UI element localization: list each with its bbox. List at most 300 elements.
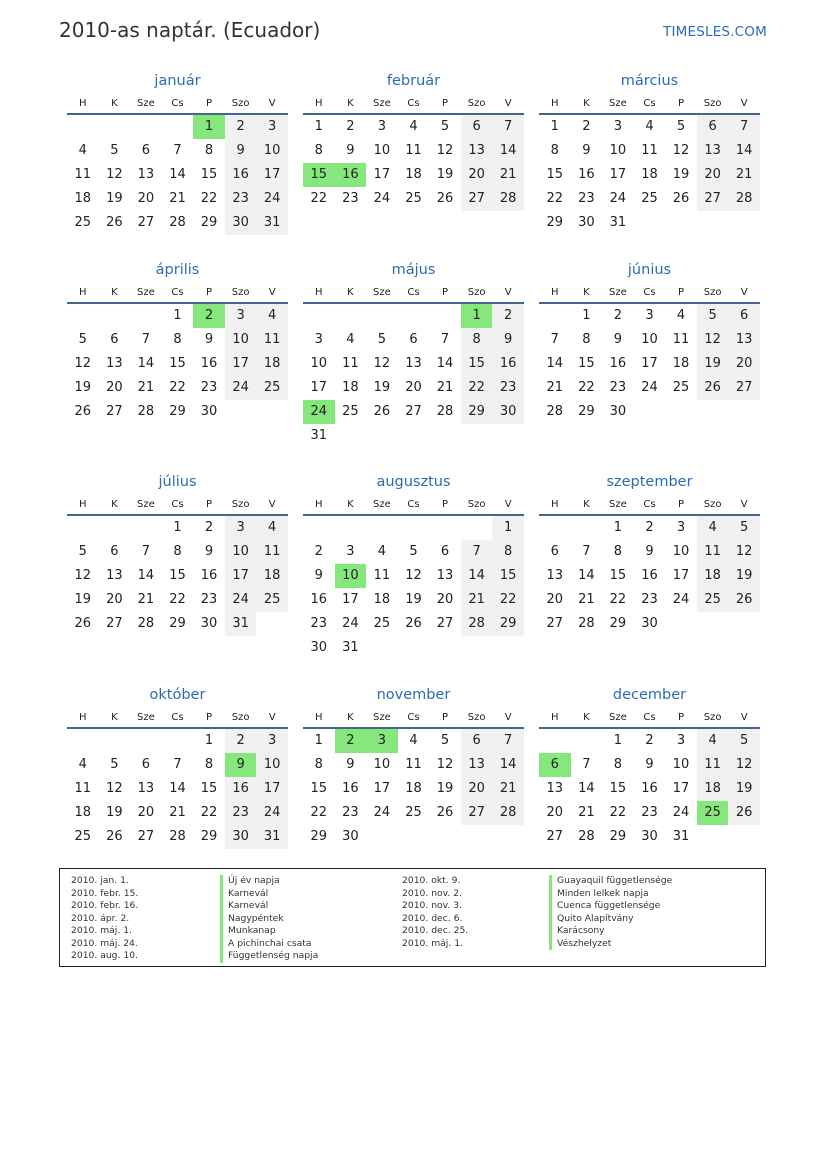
day-cell: 10 xyxy=(225,328,257,352)
month-title: április xyxy=(155,262,200,278)
day-cell: 4 xyxy=(78,757,87,772)
weekday-label: P xyxy=(206,98,213,109)
day-grid xyxy=(303,115,524,211)
day-cell: 2 xyxy=(225,729,257,753)
empty-cell xyxy=(571,729,603,753)
day-cell: 6 xyxy=(110,544,119,559)
day-cell: 8 xyxy=(492,540,524,564)
day-cell: 4 xyxy=(256,304,288,328)
weekday-header xyxy=(67,496,288,516)
empty-cell xyxy=(130,729,162,753)
day-grid xyxy=(539,115,760,235)
day-cell: 22 xyxy=(169,592,186,607)
day-cell: 23 xyxy=(225,187,257,211)
weekday-label: Cs xyxy=(643,712,656,723)
holiday-date: 2010. okt. 9. xyxy=(402,875,461,886)
day-cell: 14 xyxy=(492,753,524,777)
weekday-label: H xyxy=(551,98,559,109)
holiday-day-cell: 25 xyxy=(697,801,729,825)
day-cell: 4 xyxy=(676,308,686,323)
day-cell: 19 xyxy=(74,380,92,395)
month-calendar xyxy=(303,473,524,660)
day-cell: 18 xyxy=(256,564,288,588)
day-cell: 9 xyxy=(346,143,355,158)
empty-cell xyxy=(571,516,603,540)
holiday-name: Karácsony xyxy=(549,925,672,938)
weekday-label: Sze xyxy=(137,712,155,723)
day-cell: 5 xyxy=(110,143,119,158)
day-cell: 21 xyxy=(546,380,564,395)
month-calendar xyxy=(539,72,760,235)
weekday-label: K xyxy=(347,712,354,723)
weekday-label: K xyxy=(111,712,118,723)
day-cell: 28 xyxy=(169,829,186,844)
day-cell: 27 xyxy=(728,376,760,400)
weekday-label: Szo xyxy=(467,499,486,510)
day-cell: 12 xyxy=(106,781,123,796)
day-cell: 6 xyxy=(728,304,760,328)
day-cell: 21 xyxy=(461,588,493,612)
day-cell: 17 xyxy=(225,564,257,588)
day-cell: 27 xyxy=(546,829,564,844)
day-cell: 13 xyxy=(697,139,729,163)
day-cell: 13 xyxy=(436,568,454,583)
day-cell: 17 xyxy=(256,163,288,187)
day-grid xyxy=(67,516,288,636)
day-cell: 15 xyxy=(609,781,627,796)
holiday-day-cell: 1 xyxy=(193,115,225,139)
empty-cell xyxy=(461,516,493,540)
holiday-date: 2010. ápr. 2. xyxy=(71,912,130,924)
weekday-label: Sze xyxy=(373,98,391,109)
weekday-header xyxy=(539,284,760,304)
day-grid xyxy=(67,729,288,849)
day-cell: 23 xyxy=(492,376,524,400)
day-cell: 30 xyxy=(310,640,328,655)
day-cell: 27 xyxy=(461,801,493,825)
day-cell: 18 xyxy=(697,777,729,801)
day-cell: 3 xyxy=(256,729,288,753)
day-cell: 10 xyxy=(256,139,288,163)
holiday-dates-left xyxy=(71,875,138,963)
day-cell: 17 xyxy=(672,781,690,796)
day-cell: 12 xyxy=(697,328,729,352)
weekday-label: P xyxy=(678,98,685,109)
day-cell: 26 xyxy=(436,191,454,206)
day-cell: 11 xyxy=(342,356,359,371)
weekday-label: V xyxy=(740,499,748,510)
day-cell: 9 xyxy=(204,332,214,347)
day-cell: 22 xyxy=(609,592,627,607)
month-calendar xyxy=(539,473,760,636)
day-cell: 8 xyxy=(314,143,323,158)
weekday-label: V xyxy=(504,98,512,109)
empty-cell xyxy=(99,516,131,540)
day-cell: 5 xyxy=(377,332,387,347)
day-cell: 25 xyxy=(256,376,288,400)
day-grid xyxy=(539,304,760,424)
weekday-label: P xyxy=(442,287,449,298)
day-cell: 10 xyxy=(672,757,690,772)
day-cell: 4 xyxy=(256,516,288,540)
weekday-label: P xyxy=(678,499,685,510)
day-cell: 14 xyxy=(169,781,186,796)
day-cell: 9 xyxy=(314,568,323,583)
weekday-label: V xyxy=(740,98,748,109)
day-cell: 13 xyxy=(461,139,493,163)
day-cell: 29 xyxy=(609,829,627,844)
day-cell: 23 xyxy=(200,380,218,395)
day-cell: 30 xyxy=(492,400,524,424)
empty-cell xyxy=(335,516,367,540)
day-cell: 4 xyxy=(409,733,418,748)
weekday-label: H xyxy=(551,287,559,298)
day-cell: 12 xyxy=(405,568,422,583)
weekday-label: Cs xyxy=(171,499,184,510)
day-cell: 31 xyxy=(342,640,359,655)
day-cell: 28 xyxy=(137,404,155,419)
weekday-label: V xyxy=(740,287,748,298)
empty-cell xyxy=(67,729,99,753)
day-cell: 29 xyxy=(200,215,218,230)
weekday-label: P xyxy=(206,712,213,723)
day-cell: 14 xyxy=(169,167,186,182)
brand-link[interactable]: TIMESLES.COM xyxy=(663,24,767,40)
day-cell: 21 xyxy=(578,592,595,607)
day-cell: 23 xyxy=(342,805,359,820)
day-cell: 11 xyxy=(74,167,92,182)
day-cell: 26 xyxy=(74,404,92,419)
day-cell: 19 xyxy=(728,564,760,588)
weekday-label: Cs xyxy=(407,287,420,298)
day-cell: 19 xyxy=(672,167,690,182)
day-cell: 9 xyxy=(346,757,355,772)
weekday-label: Szo xyxy=(231,499,250,510)
day-cell: 12 xyxy=(436,757,454,772)
day-cell: 1 xyxy=(173,520,182,535)
month-calendar xyxy=(303,261,524,448)
day-cell: 18 xyxy=(74,805,92,820)
day-cell: 3 xyxy=(377,119,387,134)
holiday-date: 2010. dec. 6. xyxy=(402,912,463,924)
day-cell: 20 xyxy=(137,805,155,820)
day-cell: 8 xyxy=(461,328,493,352)
holiday-day-cell: 3 xyxy=(366,729,398,753)
day-cell: 18 xyxy=(697,564,729,588)
day-cell: 7 xyxy=(141,332,151,347)
day-cell: 17 xyxy=(342,592,359,607)
day-cell: 12 xyxy=(373,356,391,371)
weekday-label: Szo xyxy=(467,712,486,723)
day-cell: 16 xyxy=(200,568,218,583)
day-cell: 17 xyxy=(256,777,288,801)
day-cell: 24 xyxy=(609,191,627,206)
day-cell: 14 xyxy=(578,568,595,583)
day-cell: 21 xyxy=(137,380,155,395)
day-grid xyxy=(303,304,524,448)
weekday-label: K xyxy=(111,98,118,109)
holiday-name: Guayaquil függetlensége xyxy=(549,875,672,888)
holiday-date: 2010. febr. 16. xyxy=(71,900,139,911)
day-cell: 23 xyxy=(225,801,257,825)
day-cell: 20 xyxy=(546,592,564,607)
day-cell: 11 xyxy=(373,568,391,583)
day-cell: 22 xyxy=(546,191,564,206)
day-cell: 29 xyxy=(492,612,524,636)
day-cell: 20 xyxy=(546,805,564,820)
day-cell: 11 xyxy=(697,540,729,564)
weekday-label: Cs xyxy=(407,98,420,109)
day-cell: 10 xyxy=(609,143,627,158)
day-cell: 20 xyxy=(728,352,760,376)
day-cell: 29 xyxy=(546,215,564,230)
day-cell: 15 xyxy=(310,781,328,796)
holiday-name: Karnevál xyxy=(220,900,318,913)
weekday-label: Cs xyxy=(407,712,420,723)
day-cell: 19 xyxy=(728,777,760,801)
day-cell: 24 xyxy=(672,592,690,607)
day-grid xyxy=(67,304,288,424)
day-cell: 22 xyxy=(461,376,493,400)
day-cell: 16 xyxy=(578,167,595,182)
day-cell: 15 xyxy=(169,568,186,583)
day-cell: 29 xyxy=(169,404,186,419)
weekday-header xyxy=(67,95,288,115)
day-cell: 5 xyxy=(78,544,87,559)
day-cell: 9 xyxy=(645,757,654,772)
day-cell: 8 xyxy=(613,544,623,559)
holiday-date: 2010. aug. 10. xyxy=(71,950,138,961)
day-cell: 1 xyxy=(204,733,214,748)
day-cell: 24 xyxy=(225,376,257,400)
day-cell: 17 xyxy=(373,781,391,796)
month-calendar xyxy=(67,686,288,849)
weekday-header xyxy=(539,95,760,115)
day-cell: 11 xyxy=(641,143,658,158)
day-cell: 11 xyxy=(697,753,729,777)
holiday-names-right xyxy=(549,875,672,950)
month-title: december xyxy=(612,687,687,703)
holiday-name: Karnevál xyxy=(220,888,318,901)
day-cell: 8 xyxy=(173,332,182,347)
day-cell: 8 xyxy=(582,332,591,347)
day-cell: 5 xyxy=(110,757,119,772)
day-cell: 20 xyxy=(461,163,493,187)
day-cell: 24 xyxy=(225,588,257,612)
day-cell: 3 xyxy=(645,308,654,323)
weekday-header xyxy=(539,709,760,729)
month-title: október xyxy=(149,687,206,703)
day-cell: 8 xyxy=(314,757,323,772)
day-cell: 28 xyxy=(578,616,595,631)
day-cell: 19 xyxy=(373,380,391,395)
weekday-header xyxy=(67,284,288,304)
day-cell: 1 xyxy=(173,308,182,323)
day-cell: 1 xyxy=(550,119,559,134)
month-title: augusztus xyxy=(376,474,451,490)
weekday-label: Sze xyxy=(373,287,391,298)
day-cell: 27 xyxy=(546,616,564,631)
holiday-day-cell: 16 xyxy=(335,163,367,187)
holiday-date: 2010. nov. 2. xyxy=(402,887,462,899)
holiday-date: 2010. nov. 3. xyxy=(402,900,462,911)
day-cell: 18 xyxy=(256,352,288,376)
day-cell: 13 xyxy=(405,356,422,371)
day-cell: 19 xyxy=(436,167,454,182)
day-cell: 23 xyxy=(200,592,218,607)
weekday-label: K xyxy=(583,499,590,510)
day-cell: 28 xyxy=(546,404,564,419)
day-cell: 7 xyxy=(550,332,559,347)
weekday-label: Cs xyxy=(407,499,420,510)
day-cell: 17 xyxy=(609,167,627,182)
day-cell: 30 xyxy=(578,215,595,230)
weekday-label: P xyxy=(206,287,213,298)
empty-cell xyxy=(162,729,194,753)
weekday-label: Szo xyxy=(467,287,486,298)
month-title: január xyxy=(154,73,201,89)
month-calendar xyxy=(303,686,524,849)
holiday-name: Vészhelyzet xyxy=(549,938,672,951)
weekday-label: K xyxy=(347,499,354,510)
empty-cell xyxy=(429,516,461,540)
day-cell: 6 xyxy=(461,115,493,139)
weekday-label: V xyxy=(268,712,276,723)
day-cell: 23 xyxy=(578,191,595,206)
day-cell: 13 xyxy=(137,781,155,796)
weekday-label: Szo xyxy=(231,712,250,723)
day-cell: 25 xyxy=(405,805,422,820)
day-cell: 27 xyxy=(137,215,155,230)
day-cell: 30 xyxy=(225,825,257,849)
weekday-header xyxy=(67,709,288,729)
month-calendar xyxy=(539,686,760,849)
day-cell: 1 xyxy=(314,119,323,134)
day-cell: 3 xyxy=(346,544,355,559)
empty-cell xyxy=(130,304,162,328)
day-cell: 28 xyxy=(492,801,524,825)
holiday-day-cell: 9 xyxy=(225,753,257,777)
day-cell: 19 xyxy=(106,191,123,206)
day-cell: 30 xyxy=(225,211,257,235)
day-cell: 15 xyxy=(461,352,493,376)
day-cell: 18 xyxy=(672,356,690,371)
day-cell: 26 xyxy=(728,588,760,612)
day-cell: 24 xyxy=(342,616,359,631)
weekday-label: H xyxy=(315,712,323,723)
day-cell: 22 xyxy=(200,805,218,820)
weekday-label: K xyxy=(347,287,354,298)
day-cell: 23 xyxy=(609,380,627,395)
holiday-date: 2010. dec. 25. xyxy=(402,925,469,936)
day-cell: 26 xyxy=(405,616,422,631)
day-cell: 8 xyxy=(204,757,214,772)
day-cell: 14 xyxy=(728,139,760,163)
weekday-label: K xyxy=(583,712,590,723)
day-cell: 8 xyxy=(613,757,623,772)
day-cell: 17 xyxy=(373,167,391,182)
day-cell: 11 xyxy=(672,332,690,347)
day-cell: 22 xyxy=(310,805,328,820)
day-cell: 14 xyxy=(578,781,595,796)
holiday-day-cell: 24 xyxy=(303,400,335,424)
day-cell: 6 xyxy=(440,544,450,559)
day-cell: 20 xyxy=(137,191,155,206)
weekday-label: P xyxy=(678,287,685,298)
day-cell: 19 xyxy=(436,781,454,796)
weekday-label: Szo xyxy=(231,98,250,109)
month-calendar xyxy=(539,261,760,424)
day-grid xyxy=(67,115,288,235)
weekday-label: Sze xyxy=(137,499,155,510)
day-cell: 10 xyxy=(256,753,288,777)
day-cell: 30 xyxy=(641,616,658,631)
month-title: február xyxy=(386,73,441,89)
day-cell: 26 xyxy=(106,215,123,230)
holiday-name: Munkanap xyxy=(220,925,318,938)
day-cell: 1 xyxy=(492,516,524,540)
day-cell: 24 xyxy=(672,805,690,820)
weekday-label: Szo xyxy=(703,98,722,109)
day-cell: 3 xyxy=(676,520,686,535)
day-cell: 5 xyxy=(78,332,87,347)
weekday-header xyxy=(303,496,524,516)
day-cell: 10 xyxy=(373,143,391,158)
day-cell: 13 xyxy=(546,781,564,796)
day-cell: 15 xyxy=(492,564,524,588)
day-cell: 19 xyxy=(697,352,729,376)
holiday-list xyxy=(59,868,766,967)
empty-cell xyxy=(99,115,131,139)
empty-cell xyxy=(398,304,430,328)
weekday-label: H xyxy=(315,98,323,109)
day-cell: 16 xyxy=(492,352,524,376)
day-cell: 16 xyxy=(310,592,328,607)
empty-cell xyxy=(162,115,194,139)
holiday-name: Nagypéntek xyxy=(220,913,318,926)
day-cell: 15 xyxy=(578,356,595,371)
day-cell: 2 xyxy=(645,733,654,748)
day-cell: 14 xyxy=(546,356,564,371)
day-cell: 26 xyxy=(373,404,391,419)
day-cell: 27 xyxy=(461,187,493,211)
holiday-name: Függetlenség napja xyxy=(220,950,318,963)
weekday-label: H xyxy=(551,499,559,510)
day-cell: 8 xyxy=(204,143,214,158)
day-cell: 9 xyxy=(225,139,257,163)
day-cell: 15 xyxy=(169,356,186,371)
day-cell: 29 xyxy=(310,829,328,844)
day-cell: 20 xyxy=(405,380,422,395)
day-cell: 12 xyxy=(728,540,760,564)
day-cell: 24 xyxy=(373,805,391,820)
holiday-day-cell: 10 xyxy=(335,564,367,588)
holiday-day-cell: 2 xyxy=(193,304,225,328)
day-cell: 6 xyxy=(461,729,493,753)
day-cell: 11 xyxy=(405,757,422,772)
weekday-label: K xyxy=(111,499,118,510)
weekday-label: V xyxy=(740,712,748,723)
day-cell: 31 xyxy=(310,428,328,443)
day-cell: 21 xyxy=(436,380,454,395)
day-cell: 29 xyxy=(200,829,218,844)
day-cell: 2 xyxy=(346,119,355,134)
day-cell: 16 xyxy=(641,781,658,796)
day-cell: 5 xyxy=(728,729,760,753)
day-cell: 13 xyxy=(728,328,760,352)
day-cell: 9 xyxy=(204,544,214,559)
month-title: július xyxy=(158,474,197,490)
